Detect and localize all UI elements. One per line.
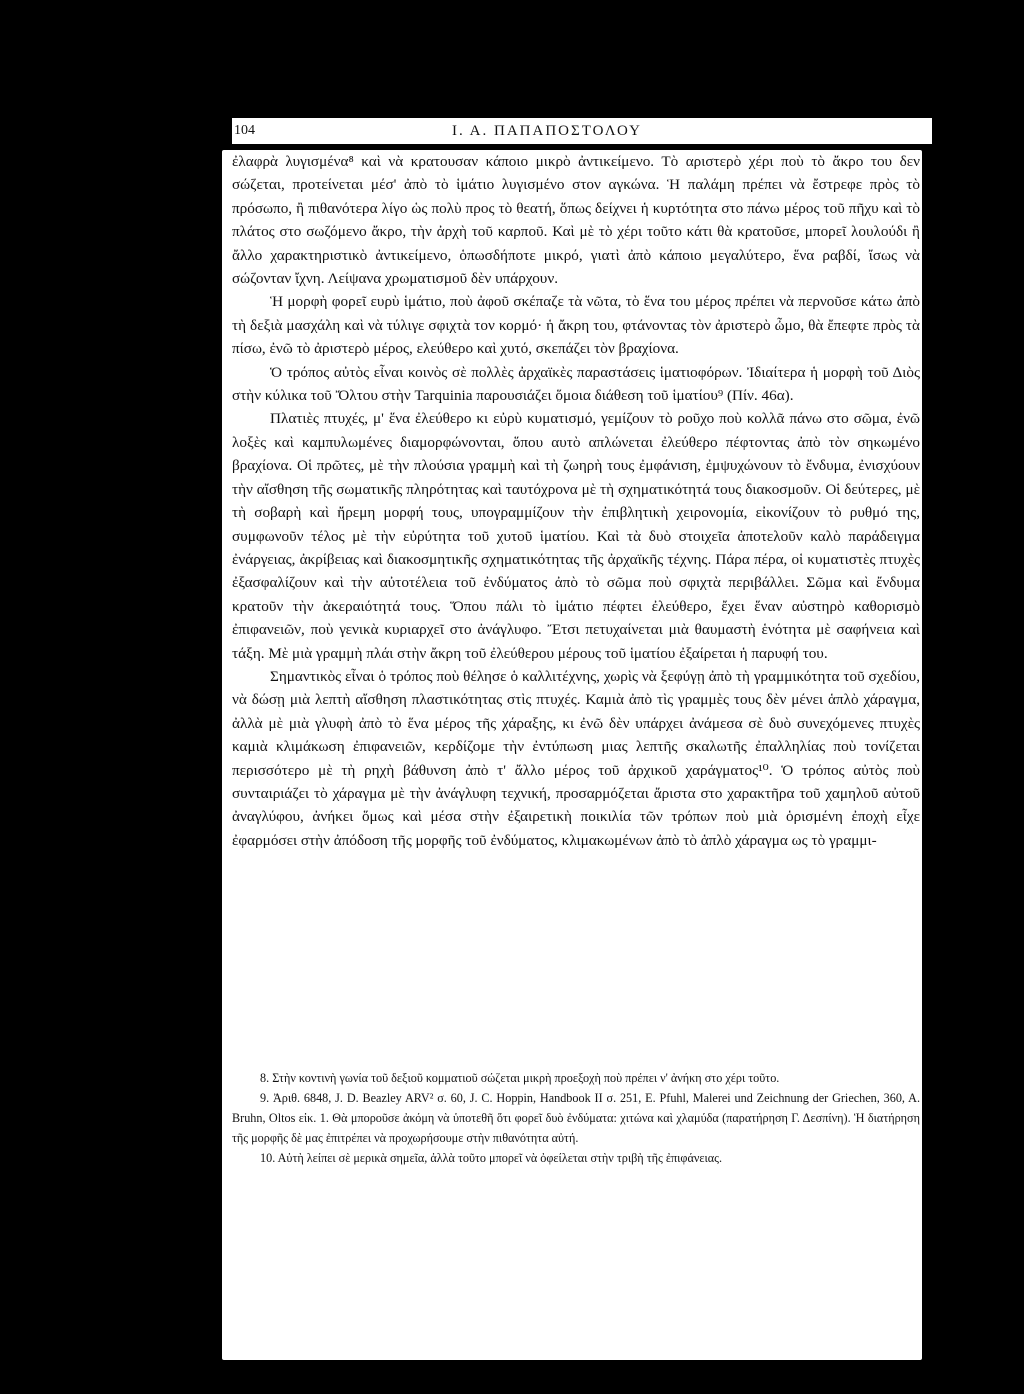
main-text	[232, 150, 920, 852]
page-header	[232, 118, 932, 144]
running-head: Ι. Α. ΠΑΠΑΠΟΣΤΟΛΟΥ	[452, 122, 642, 139]
footnotes	[232, 1068, 920, 1168]
paragraph: Ἡ μορφὴ φορεῖ ευρὺ ἱμάτιο, ποὺ ἀφοῦ σκέπαζε τὰ νῶτα, τὸ ἕνα του μέρος πρέπει νὰ περνοῦσε κάτω ἀπὸ τὴ δεξιὰ μασχάλη καὶ νὰ τύλιγε σφιχτὰ τον κορμό· ἡ ἄκρη του, φτάνοντας τὸν ἀριστερὸ ὦμο, θὰ ἔπεφτε πρὸς τὰ πίσω, ἐνῶ τὸ ἀριστερὸ μέρος, ελεύθερο καὶ χυτό, σκεπάζει τὸν βραχίονα.	[232, 293, 920, 358]
paragraph: Σημαντικὸς εἶναι ὁ τρόπος ποὺ θέλησε ὁ καλλιτέχνης, χωρὶς νὰ ξεφύγῃ ἀπὸ τὴ γραμμικότητα τοῦ σχεδίου, νὰ δώσῃ μιὰ λεπτὴ αἴσθηση πλαστικότητας στὶς πτυχές. Καμιὰ ἀπὸ τὶς γραμμὲς τους δὲν μένει ἁπλὸ χάραγμα, ἀλλὰ μὲ μιὰ γλυφὴ ἀπὸ τὸ ἕνα μέρος τῆς χάραξης, κι ἐνῶ δὲν υπάρχει ἀνάμεσα σὲ δυὸ συνεχόμενες πτυχὲς καμιὰ κλιμάκωση ἐπιφανειῶν, κερδίζομε τὴν ἐντύπωση μιας λεπτῆς σκαλωτῆς ἐπαλληλίας ποὺ τονίζεται περισσότερο μὲ τὴ ρηχὴ βάθυνση ἀπὸ τ' ἄλλο μέρος τοῦ ἀρχικοῦ χαράγματος¹⁰. Ὁ τρόπος αὐτὸς ποὺ συνταιριάζει τὸ χάραγμα μὲ τὴν ἀνάγλυφη τεχνική, προσαρμόζεται ἄριστα στο χαρακτῆρα τοῦ χαμηλοῦ αὐτοῦ ἀναγλύφου, ἀνήκει ὅμως καὶ μέσα στὴν ἐξαιρετικὴ ποικιλία τῶν τρόπων ποὺ μιὰ ὁρισμένη ἐποχὴ εἶχε ἐφαρμόσει στὴν ἀπόδοση τῆς μορφῆς τοῦ ἐνδύματος, κλιμακωμένων ἀπὸ τὸ ἁπλὸ χάραγμα ως τὸ γραμμι-	[232, 667, 920, 849]
footnote: 8. Στὴν κοντινὴ γωνία τοῦ δεξιοῦ κομματιοῦ σώζεται μικρὴ προεξοχὴ ποὺ πρέπει ν' ἀνήκη στο χέρι τοῦτο.	[260, 1071, 780, 1085]
footnote: 9. Ἀριθ. 6848, J. D. Beazley ARV² σ. 60, J. C. Hoppin, Handbook II σ. 251, E. Pfuhl, Malerei und Zeichnung der Griechen, 360, A. Bruhn, Oltos εἰκ. 1. Θὰ μποροῦσε ἀκόμη νὰ ὑποτεθῆ ὅτι φορεῖ δυὸ ἐνδύματα: χιτώνα καὶ χλαμύδα (παρατήρηση Γ. Δεσπίνη). Ἡ διατήρηση τῆς μορφῆς δὲ μας ἐπιτρέπει νὰ προχωρήσουμε στὴν πιθανότητα αὐτή.	[232, 1091, 920, 1145]
paragraph: Πλατιὲς πτυχές, μ' ἕνα ἐλεύθερο κι εὐρὺ κυματισμό, γεμίζουν τὸ ροῦχο ποὺ κολλᾶ πάνω στο σῶμα, ἐνῶ λοξὲς καὶ καμπυλωμένες διαμορφώνονται, ὅπου αυτὸ απλώνεται ἐλεύθερο πέφτοντας ἀπὸ τὸν σηκωμένο βραχίονα. Οἱ πρῶτες, μὲ τὴν πλούσια γραμμὴ καὶ τὴ ζωηρὴ τους ἐμφάνιση, ἐμψυχώνουν τὸ ἔνδυμα, ἐνισχύουν τὴν αἴσθηση τῆς σωματικῆς πληρότητας καὶ ταυτόχρονα μὲ τὴ σχηματικότητά τους διακοσμοῦν. Οἱ δεύτερες, μὲ τὴ σοβαρὴ καὶ ἤρεμη μορφή τους, υπογραμμίζουν τὴν ἐπιβλητικὴ χειρονομία, εἰκονίζουν τὸ ρυθμό της, συμφωνοῦν τέλος μὲ τὴν εὐρύτητα τοῦ χυτοῦ ἱματίου. Καὶ τὰ δυὸ στοιχεῖα ἀποτελοῦν καλὸ παράδειγμα ἐνάργειας, ἀκρίβειας καὶ διακοσμητικῆς σχηματικότητας τῆς ἀρχαϊκῆς τέχνης. Πάρα πέρα, οἱ κυματιστὲς πτυχὲς ἐξασφαλίζουν καὶ τὴν αὐτοτέλεια τοῦ ἐνδύματος ἀπὸ τὸ σῶμα ποὺ σφιχτὰ περιβάλλει. Σῶμα καὶ ἔνδυμα κρατοῦν τὴν ἀκεραιότητά τους. Ὅπου πάλι τὸ ἱμάτιο πέφτει ἐλεύθερο, ἔχει ἕναν αὐστηρὸ καθορισμὸ ἐπιφανειῶν, ποὺ γενικὰ κυριαρχεῖ στο ἀνάγλυφο. Ἔτσι πετυχαίνεται μιὰ θαυμαστὴ ἑνότητα μὲ σαφήνεια καὶ τάξη. Μὲ μιὰ γραμμὴ πλάι στὴν ἄκρη τοῦ ἐλεύθερου μέρους τοῦ ἱματίου ἐξαίρεται ἡ παρυφή του.	[232, 410, 920, 662]
footnote: 10. Αὐτὴ λείπει σὲ μερικὰ σημεῖα, ἀλλὰ τοῦτο μπορεῖ νὰ ὀφείλεται στὴν τριβὴ τῆς ἐπιφάνειας.	[260, 1151, 723, 1165]
page-number: 104	[234, 123, 255, 138]
paragraph: Ὁ τρόπος αὐτὸς εἶναι κοινὸς σὲ πολλὲς ἀρχαϊκὲς παραστάσεις ἱματιοφόρων. Ἰδιαίτερα ἡ μορφὴ τοῦ Διὸς στὴν κύλικα τοῦ Ὄλτου στὴν Tarquinia παρουσιάζει ὅμοια διάθεση τοῦ ἱματίου⁹ (Πίν. 46α).	[232, 363, 920, 405]
paragraph: ἐλαφρὰ λυγισμένα⁸ καὶ νὰ κρατουσαν κάποιο μικρὸ ἀντικείμενο. Τὸ αριστερὸ χέρι ποὺ τὸ ἄκρο του δεν σώζεται, προτείνεται μέσ' ἀπὸ τὸ ἱμάτιο λυγισμένο στον αγκώνα. Ἡ παλάμη πρέπει νὰ ἔστρεφε πρὸς τὸ πρόσωπο, ἢ πιθανότερα λίγο ὡς πολὺ προς τὸ θεατή, ὅπως δείχνει ἡ κυρτότητα στο πάνω μέρος τοῦ πῆχυ καὶ τὸ πλάτος στο σωζόμενο ἄκρο, τὴν ἀρχὴ τοῦ καρποῦ. Καὶ μὲ τὸ χέρι τοῦτο κάτι θὰ κρατοῦσε, μπορεῖ λουλούδι ἢ ἄλλο χαρακτηριστικὸ ἀντικείμενο, ὁπωσδήποτε μικρό, γιατὶ ἀπὸ κάποιο μεγαλύτερο, ἕνα ραβδί, ἴσως νὰ σώζονταν ἴχνη. Λείψανα χρωματισμοῦ δὲν υπάρχουν.	[232, 153, 920, 288]
